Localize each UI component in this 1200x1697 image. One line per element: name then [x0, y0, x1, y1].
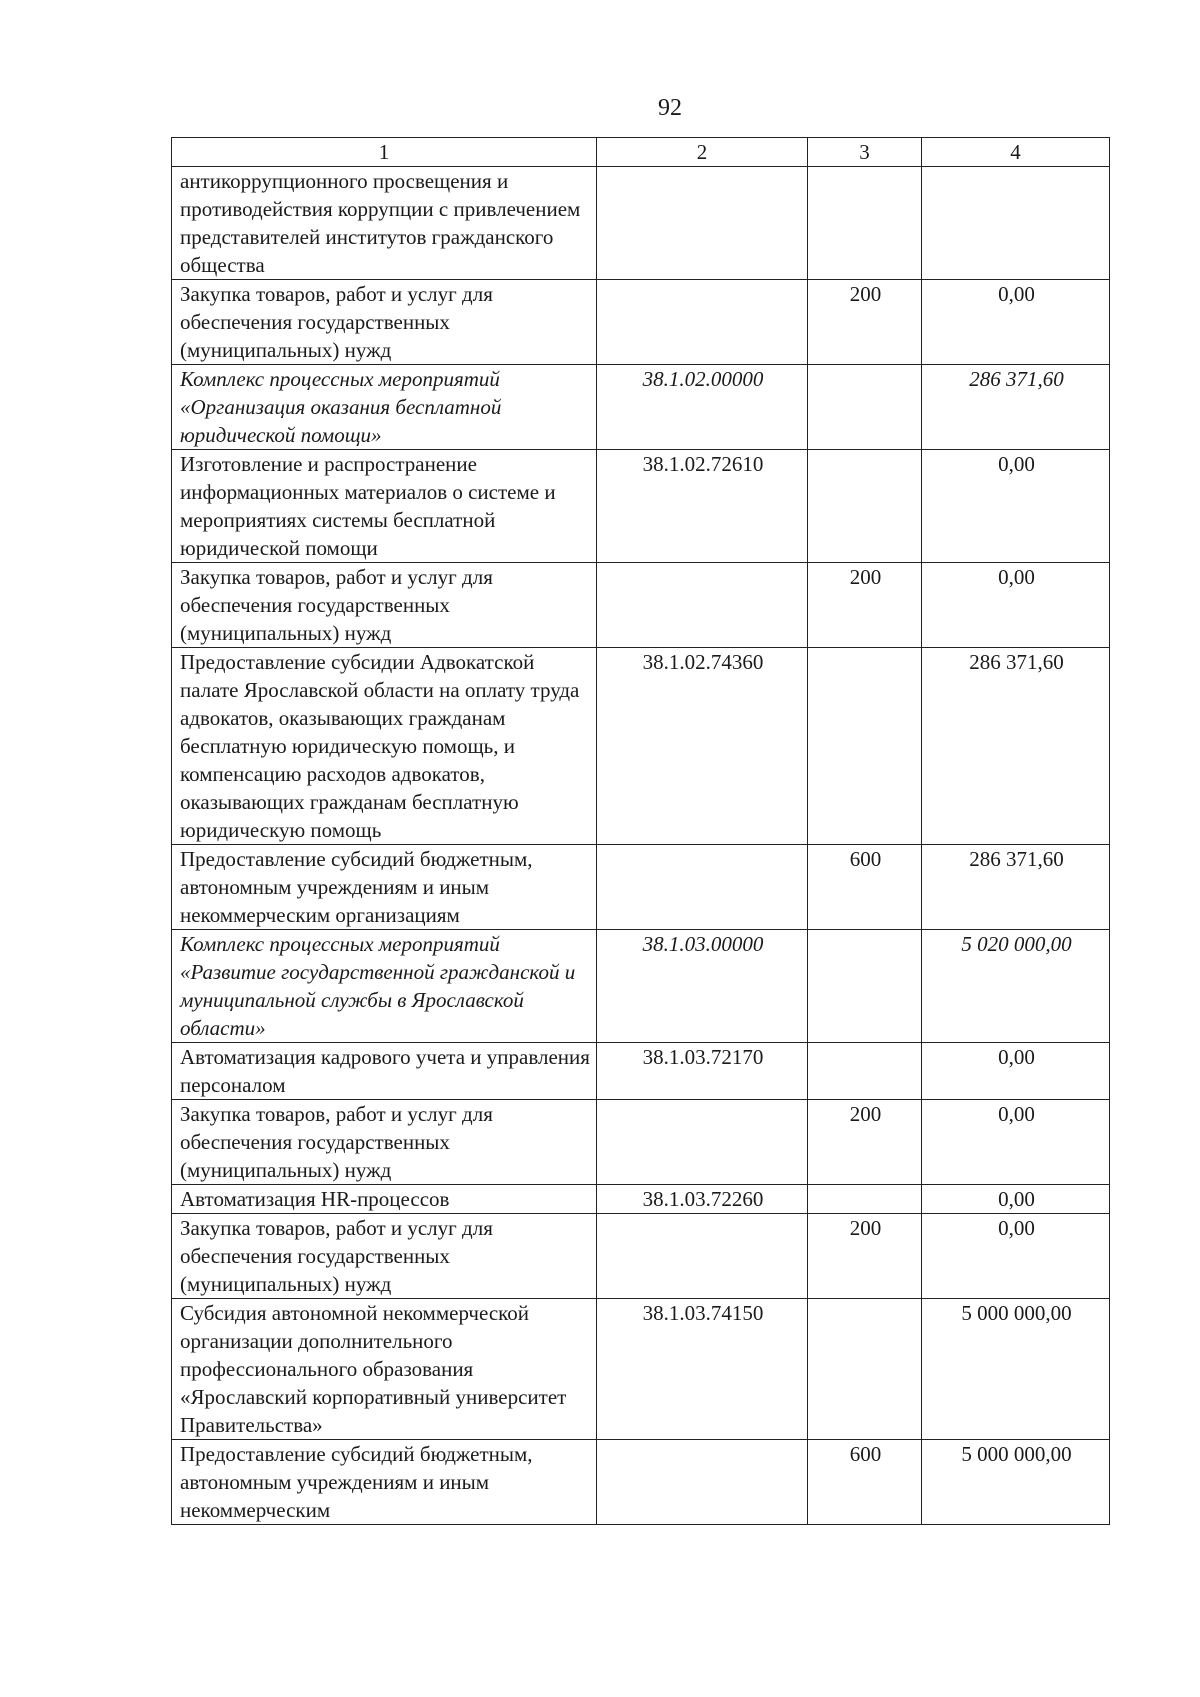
column-header-3: 3 [808, 138, 922, 167]
row-amount-cell: 286 371,60 [922, 365, 1110, 450]
column-header-2: 2 [597, 138, 808, 167]
row-code-cell [597, 1440, 808, 1525]
row-name-cell: Комплекс процессных мероприятий «Организация оказания бесплатной юридической помощи» [172, 365, 597, 450]
row-type-cell: 200 [808, 1214, 922, 1299]
row-code-cell [597, 1100, 808, 1185]
row-type-cell: 200 [808, 280, 922, 365]
row-code-cell [597, 845, 808, 930]
row-code-cell: 38.1.03.74150 [597, 1299, 808, 1440]
row-type-cell [808, 450, 922, 563]
row-name-cell: Предоставление субсидий бюджетным, автономным учреждениям и иным некоммерческим организациям [172, 845, 597, 930]
row-name-cell: Субсидия автономной некоммерческой организации дополнительного профессионального образования «Ярославский корпоративный университет Правительства» [172, 1299, 597, 1440]
row-code-cell [597, 280, 808, 365]
row-code-cell: 38.1.03.72260 [597, 1185, 808, 1214]
row-type-cell [808, 365, 922, 450]
table-row [172, 365, 1110, 450]
budget-table [171, 137, 1110, 1525]
row-type-cell: 600 [808, 845, 922, 930]
row-name-cell: Автоматизация кадрового учета и управления персоналом [172, 1043, 597, 1100]
row-name-cell: Закупка товаров, работ и услуг для обеспечения государственных (муниципальных) нужд [172, 280, 597, 365]
row-code-cell: 38.1.03.00000 [597, 930, 808, 1043]
row-type-cell: 600 [808, 1440, 922, 1525]
table-row [172, 1043, 1110, 1100]
row-name-cell: Изготовление и распространение информационных материалов о системе и мероприятиях системы бесплатной юридической помощи [172, 450, 597, 563]
table-body [172, 167, 1110, 1525]
row-amount-cell: 5 020 000,00 [922, 930, 1110, 1043]
row-type-cell [808, 930, 922, 1043]
row-amount-cell: 0,00 [922, 280, 1110, 365]
row-code-cell [597, 563, 808, 648]
row-amount-cell: 0,00 [922, 1185, 1110, 1214]
row-amount-cell: 0,00 [922, 563, 1110, 648]
page-number: 92 [658, 95, 682, 121]
row-name-cell: Автоматизация HR-процессов [172, 1185, 597, 1214]
table-row [172, 930, 1110, 1043]
table-row [172, 1100, 1110, 1185]
table-row [172, 1440, 1110, 1525]
row-amount-cell: 5 000 000,00 [922, 1299, 1110, 1440]
row-type-cell: 200 [808, 1100, 922, 1185]
table-row [172, 1214, 1110, 1299]
row-amount-cell: 0,00 [922, 1214, 1110, 1299]
row-type-cell: 200 [808, 563, 922, 648]
table-row [172, 280, 1110, 365]
row-amount-cell: 286 371,60 [922, 648, 1110, 845]
column-header-4: 4 [922, 138, 1110, 167]
row-amount-cell [922, 167, 1110, 280]
row-name-cell: антикоррупционного просвещения и противодействия коррупции с привлечением представителей институтов гражданского общества [172, 167, 597, 280]
row-code-cell: 38.1.02.00000 [597, 365, 808, 450]
row-code-cell: 38.1.02.72610 [597, 450, 808, 563]
table-row [172, 1185, 1110, 1214]
row-code-cell [597, 1214, 808, 1299]
table-row [172, 450, 1110, 563]
row-amount-cell: 286 371,60 [922, 845, 1110, 930]
row-amount-cell: 0,00 [922, 450, 1110, 563]
row-type-cell [808, 1043, 922, 1100]
row-type-cell [808, 648, 922, 845]
row-code-cell: 38.1.02.74360 [597, 648, 808, 845]
row-code-cell [597, 167, 808, 280]
table-row [172, 845, 1110, 930]
row-name-cell: Предоставление субсидии Адвокатской палате Ярославской области на оплату труда адвокатов, оказывающих гражданам бесплатную юридическую помощь, и компенсацию расходов адвокатов, оказывающих гражданам бесплатную юридическую помощь [172, 648, 597, 845]
table-header-row [172, 138, 1110, 167]
row-type-cell [808, 1299, 922, 1440]
table-row [172, 1299, 1110, 1440]
row-type-cell [808, 1185, 922, 1214]
row-name-cell: Комплекс процессных мероприятий «Развитие государственной гражданской и муниципальной службы в Ярославской области» [172, 930, 597, 1043]
row-code-cell: 38.1.03.72170 [597, 1043, 808, 1100]
row-amount-cell: 5 000 000,00 [922, 1440, 1110, 1525]
table-row [172, 648, 1110, 845]
table-row [172, 563, 1110, 648]
row-name-cell: Закупка товаров, работ и услуг для обеспечения государственных (муниципальных) нужд [172, 1100, 597, 1185]
row-name-cell: Предоставление субсидий бюджетным, автономным учреждениям и иным некоммерческим [172, 1440, 597, 1525]
row-name-cell: Закупка товаров, работ и услуг для обеспечения государственных (муниципальных) нужд [172, 563, 597, 648]
row-amount-cell: 0,00 [922, 1100, 1110, 1185]
row-amount-cell: 0,00 [922, 1043, 1110, 1100]
row-name-cell: Закупка товаров, работ и услуг для обеспечения государственных (муниципальных) нужд [172, 1214, 597, 1299]
row-type-cell [808, 167, 922, 280]
column-header-1: 1 [172, 138, 597, 167]
table-row [172, 167, 1110, 280]
